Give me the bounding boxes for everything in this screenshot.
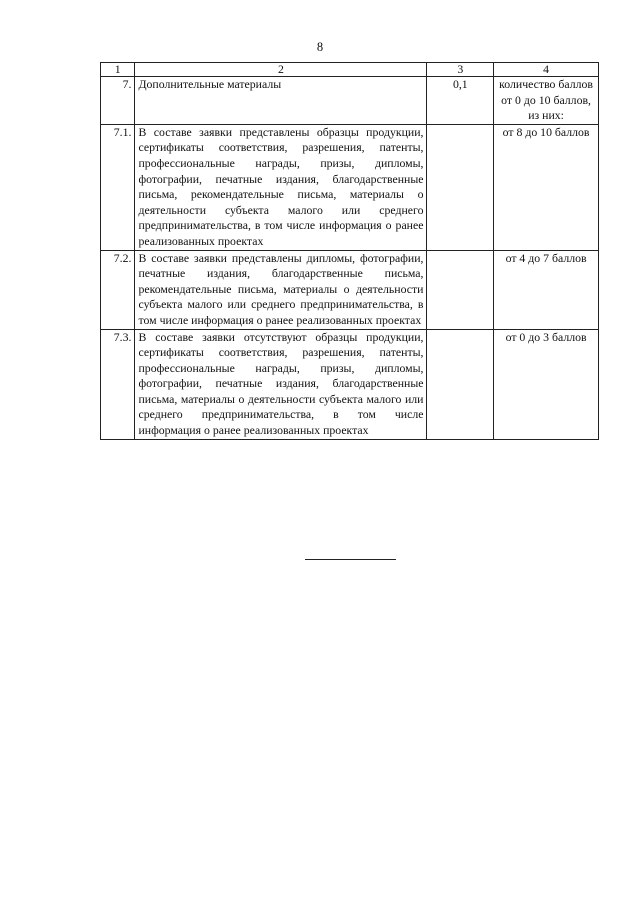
item-number: 7.2. <box>101 250 135 329</box>
end-separator-line <box>305 559 396 560</box>
item-score: от 8 до 10 баллов <box>494 124 599 250</box>
item-description: Дополнительные материалы <box>135 77 427 125</box>
table-row <box>101 77 599 125</box>
item-description: В составе заявки представлены дипломы, фотографии, печатные издания, благодарственные письма, рекомендательные письма, материалы о деятельности субъекта малого или среднего предпринимательства, в том числе информация о ранее реализованных проектах <box>135 250 427 329</box>
item-description: В составе заявки отсутствуют образцы продукции, сертификаты соответствия, разрешения, патенты, профессиональные награды, призы, дипломы, фотографии, печатные издания, благодарственные письма, материалы о деятельности субъекта малого или среднего предпринимательства, в том числе информация о ранее реализованных проектах <box>135 329 427 439</box>
item-number: 7. <box>101 77 135 125</box>
table-header-row <box>101 63 599 77</box>
table-row <box>101 250 599 329</box>
item-weight <box>427 250 494 329</box>
item-score: от 0 до 3 баллов <box>494 329 599 439</box>
column-number-1: 1 <box>101 63 135 77</box>
column-number-4: 4 <box>494 63 599 77</box>
column-number-2: 2 <box>135 63 427 77</box>
table-row <box>101 124 599 250</box>
item-weight <box>427 124 494 250</box>
item-score: от 4 до 7 баллов <box>494 250 599 329</box>
item-description: В составе заявки представлены образцы продукции, сертификаты соответствия, разрешения, патенты, профессиональные награды, призы, дипломы, фотографии, печатные издания, благодарственные письма, рекомендательные письма, материалы о деятельности субъекта малого или среднего предпринимательства, в том числе информация о ранее реализованных проектах <box>135 124 427 250</box>
table-row <box>101 329 599 439</box>
item-weight: 0,1 <box>427 77 494 125</box>
item-weight <box>427 329 494 439</box>
item-number: 7.1. <box>101 124 135 250</box>
criteria-table <box>100 62 599 440</box>
item-number: 7.3. <box>101 329 135 439</box>
column-number-3: 3 <box>427 63 494 77</box>
item-score: количество баллов от 0 до 10 баллов, из них: <box>494 77 599 125</box>
page-number: 8 <box>316 40 324 54</box>
